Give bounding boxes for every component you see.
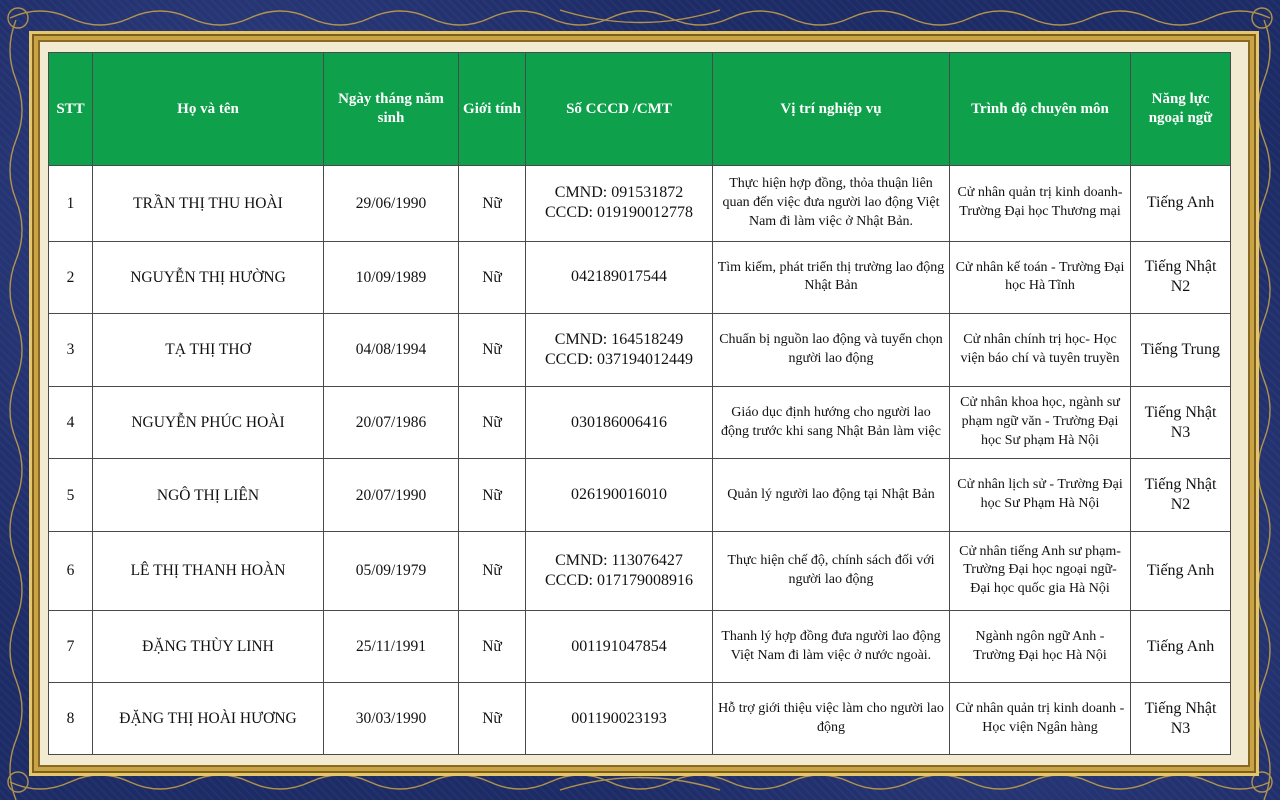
table-row	[49, 532, 1231, 611]
cell-id	[526, 314, 713, 387]
cell-language: Tiếng Anh	[1131, 610, 1231, 683]
table-row	[49, 241, 1231, 314]
cell-position: Hỗ trợ giới thiệu việc làm cho người lao động	[713, 683, 950, 755]
table-row	[49, 610, 1231, 683]
cell-language: Tiếng Trung	[1131, 314, 1231, 387]
cell-stt: 3	[49, 314, 93, 387]
header-dob: Ngày tháng năm sinh	[324, 53, 459, 166]
cell-name: TẠ THỊ THƠ	[93, 314, 324, 387]
cell-qualification: Cử nhân chính trị học- Học viện báo chí và tuyên truyền	[950, 314, 1131, 387]
table-header-row	[49, 53, 1231, 166]
id-number-line: 042189017544	[571, 268, 667, 286]
cell-language: Tiếng Nhật N2	[1131, 241, 1231, 314]
cell-stt: 6	[49, 532, 93, 611]
cell-position: Giáo dục định hướng cho người lao động trước khi sang Nhật Bản làm việc	[713, 386, 950, 459]
cell-stt: 5	[49, 459, 93, 532]
staff-table	[48, 52, 1231, 755]
cell-qualification: Cử nhân kế toán - Trường Đại học Hà Tĩnh	[950, 241, 1131, 314]
id-number-line: 030186006416	[571, 413, 667, 431]
cell-dob: 20/07/1990	[324, 459, 459, 532]
cell-name: NGUYỄN THỊ HƯỜNG	[93, 241, 324, 314]
id-number-line: 026190016010	[571, 486, 667, 504]
cell-qualification: Cử nhân khoa học, ngành sư phạm ngữ văn - Trường Đại học Sư phạm Hà Nội	[950, 386, 1131, 459]
cell-gender: Nữ	[459, 314, 526, 387]
cell-gender: Nữ	[459, 532, 526, 611]
cell-dob: 05/09/1979	[324, 532, 459, 611]
id-number-line: CCCD: 017179008916	[544, 571, 693, 589]
table-row	[49, 386, 1231, 459]
id-number-line: CMND: 091531872	[554, 184, 684, 202]
header-id: Số CCCD /CMT	[526, 53, 713, 166]
table-row	[49, 166, 1231, 242]
cell-qualification: Cử nhân quản trị kinh doanh- Trường Đại học Thương mại	[950, 166, 1131, 242]
cell-name: TRẦN THỊ THU HOÀI	[93, 166, 324, 242]
cell-name: ĐẶNG THỊ HOÀI HƯƠNG	[93, 683, 324, 755]
cell-language: Tiếng Nhật N3	[1131, 683, 1231, 755]
header-position: Vị trí nghiệp vụ	[713, 53, 950, 166]
cell-gender: Nữ	[459, 459, 526, 532]
cell-language: Tiếng Anh	[1131, 166, 1231, 242]
cell-id	[526, 386, 713, 459]
id-number-line: 001191047854	[571, 637, 667, 655]
cell-position: Thực hiện hợp đồng, thỏa thuận liên quan đến việc đưa người lao động Việt Nam đi làm việc ở Nhật Bản.	[713, 166, 950, 242]
cell-name: LÊ THỊ THANH HOÀN	[93, 532, 324, 611]
table-row	[49, 459, 1231, 532]
cell-qualification: Ngành ngôn ngữ Anh - Trường Đại học Hà Nội	[950, 610, 1131, 683]
table-row	[49, 314, 1231, 387]
header-qualification: Trình độ chuyên môn	[950, 53, 1131, 166]
header-language: Năng lực ngoại ngữ	[1131, 53, 1231, 166]
id-number-line: CMND: 113076427	[555, 551, 683, 569]
cell-id	[526, 610, 713, 683]
id-number-line: CCCD: 037194012449	[544, 351, 693, 369]
cell-gender: Nữ	[459, 386, 526, 459]
cell-name: ĐẶNG THÙY LINH	[93, 610, 324, 683]
header-name: Họ và tên	[93, 53, 324, 166]
cell-name: NGUYỄN PHÚC HOÀI	[93, 386, 324, 459]
cell-id	[526, 459, 713, 532]
cell-stt: 2	[49, 241, 93, 314]
cell-dob: 10/09/1989	[324, 241, 459, 314]
cell-language: Tiếng Anh	[1131, 532, 1231, 611]
cell-id	[526, 241, 713, 314]
cell-position: Tìm kiếm, phát triển thị trường lao động Nhật Bản	[713, 241, 950, 314]
cell-stt: 8	[49, 683, 93, 755]
cell-id	[526, 532, 713, 611]
cell-stt: 4	[49, 386, 93, 459]
id-number-line: 001190023193	[571, 709, 667, 727]
cell-qualification: Cử nhân quản trị kinh doanh - Học viện Ngân hàng	[950, 683, 1131, 755]
cell-gender: Nữ	[459, 683, 526, 755]
cell-language: Tiếng Nhật N3	[1131, 386, 1231, 459]
cell-dob: 25/11/1991	[324, 610, 459, 683]
cell-dob: 04/08/1994	[324, 314, 459, 387]
cell-id	[526, 166, 713, 242]
cell-dob: 30/03/1990	[324, 683, 459, 755]
cell-gender: Nữ	[459, 610, 526, 683]
cell-dob: 20/07/1986	[324, 386, 459, 459]
cell-dob: 29/06/1990	[324, 166, 459, 242]
table-row	[49, 683, 1231, 755]
cell-gender: Nữ	[459, 241, 526, 314]
cell-name: NGÔ THỊ LIÊN	[93, 459, 324, 532]
cell-stt: 7	[49, 610, 93, 683]
header-gender: Giới tính	[459, 53, 526, 166]
header-stt: STT	[49, 53, 93, 166]
cell-stt: 1	[49, 166, 93, 242]
id-number-line: CCCD: 019190012778	[544, 204, 693, 222]
cell-qualification: Cử nhân lịch sử - Trường Đại học Sư Phạm Hà Nội	[950, 459, 1131, 532]
cell-language: Tiếng Nhật N2	[1131, 459, 1231, 532]
cell-position: Chuẩn bị nguồn lao động và tuyển chọn người lao động	[713, 314, 950, 387]
staff-table-container	[48, 52, 1230, 755]
cell-qualification: Cử nhân tiếng Anh sư phạm- Trường Đại học ngoại ngữ-Đại học quốc gia Hà Nội	[950, 532, 1131, 611]
id-number-line: CMND: 164518249	[554, 331, 684, 349]
cell-position: Quản lý người lao động tại Nhật Bản	[713, 459, 950, 532]
cell-gender: Nữ	[459, 166, 526, 242]
cell-position: Thanh lý hợp đồng đưa người lao động Việt Nam đi làm việc ở nước ngoài.	[713, 610, 950, 683]
cell-id	[526, 683, 713, 755]
cell-position: Thực hiện chế độ, chính sách đối với người lao động	[713, 532, 950, 611]
